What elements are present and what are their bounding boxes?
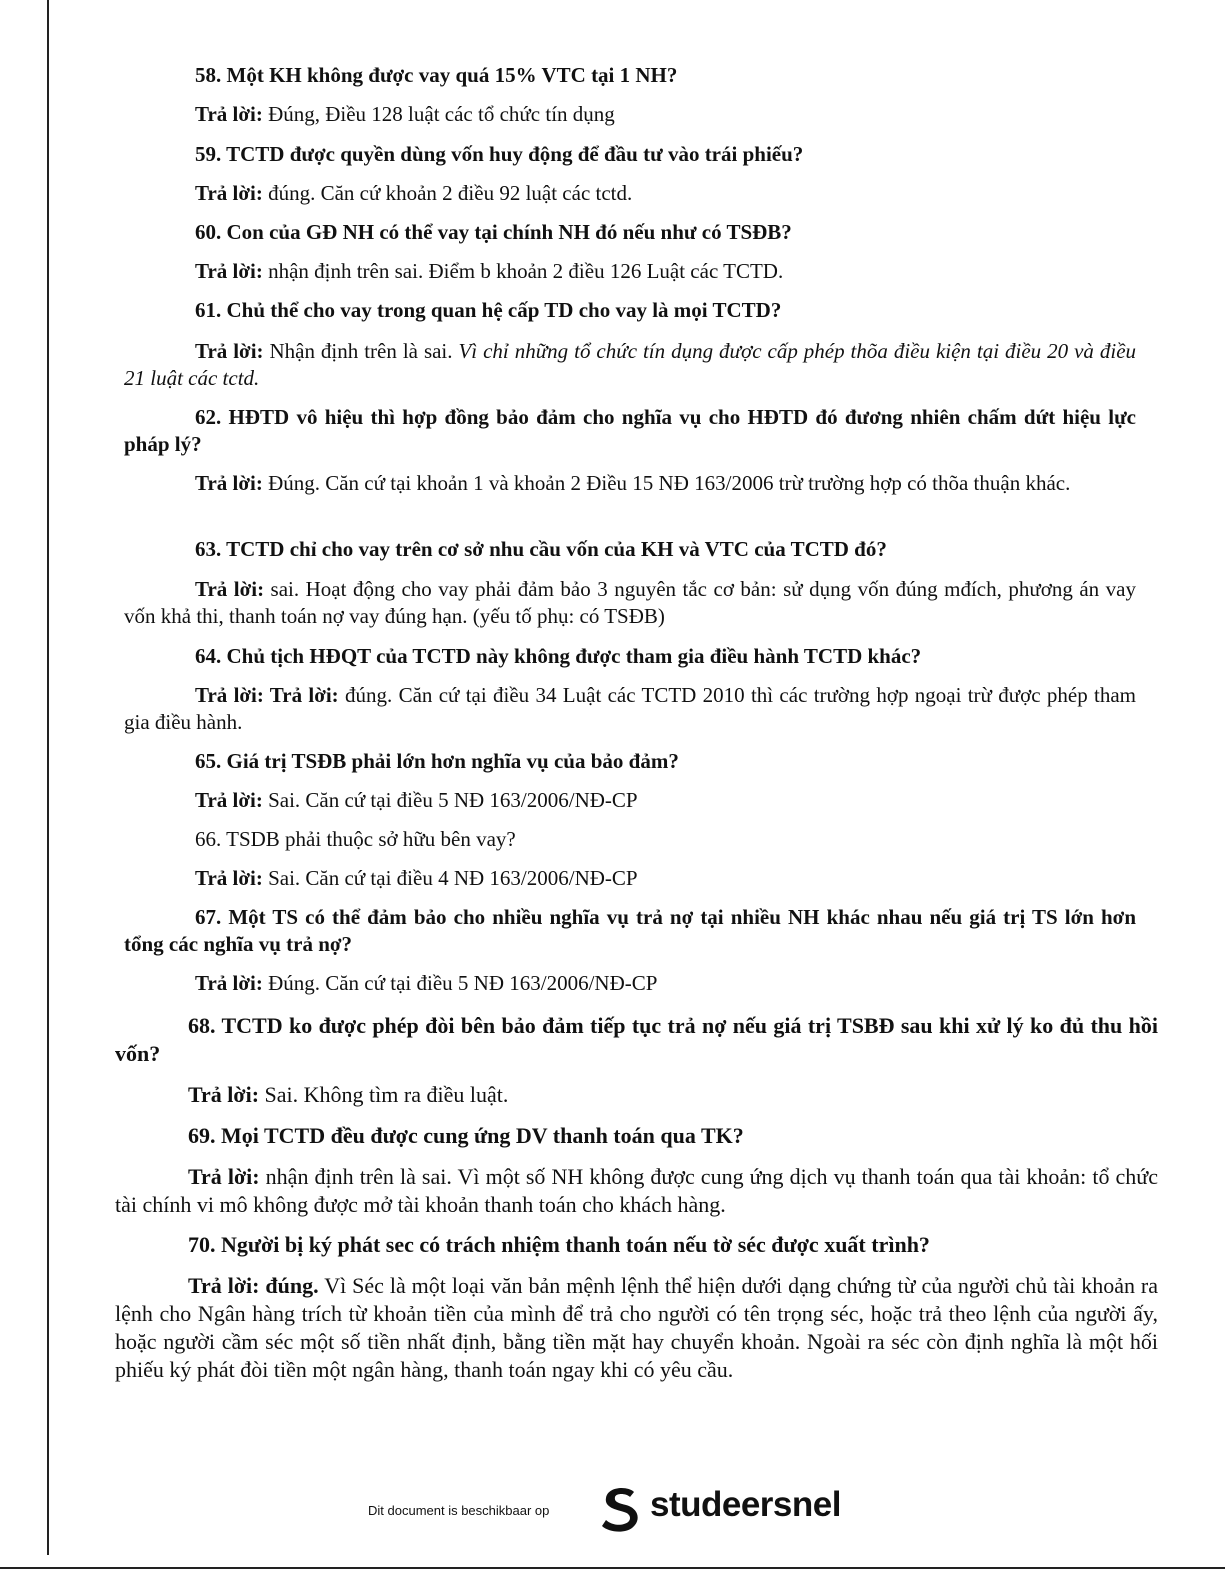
answer-text: Sai. Căn cứ tại điều 4 NĐ 163/2006/NĐ-CP	[262, 866, 638, 890]
answer-60	[195, 258, 783, 285]
answer-text: Vì Séc là một loại văn bản mệnh lệnh thể hiện dưới dạng chứng từ của người chủ tài khoản ra lệnh cho Ngân hàng trích từ khoản tiền của mình để trả cho người có tên trọng séc, hoặc trả theo lệnh của người ấy, hoặc người cầm séc một số tiền nhất định, bằng tiền mặt hay chuyển khoản. Ngoài ra séc còn định nghĩa là một hối phiếu ký phát đòi tiền một ngân hàng, thanh toán ngay khi có yêu cầu.	[115, 1273, 1158, 1382]
answer-label: Trả lời:	[195, 471, 263, 495]
answer-label: Trả lời: đúng.	[188, 1273, 319, 1298]
answer-text: Đúng, Điều 128 luật các tổ chức tín dụng	[262, 102, 615, 126]
question-67: 67. Một TS có thể đảm bảo cho nhiều nghĩa vụ trả nợ tại nhiều NH khác nhau nếu giá trị TS lớn hơn tổng các nghĩa vụ trả nợ?	[124, 905, 1136, 956]
answer-label: Trả lời:	[195, 866, 263, 890]
answer-64	[124, 682, 1136, 736]
answer-text: Sai. Không tìm ra điều luật.	[259, 1082, 509, 1107]
answer-text: Sai. Căn cứ tại điều 5 NĐ 163/2006/NĐ-CP	[262, 788, 638, 812]
answer-text: nhận định trên là sai. Vì một số NH không được cung ứng dịch vụ thanh toán qua tài khoản: tổ chức tài chính vi mô không được mở tài khoản thanh toán cho khách hàng.	[115, 1164, 1158, 1217]
answer-69	[115, 1163, 1158, 1219]
answer-61	[124, 338, 1136, 392]
answer-label: Trả lời:	[195, 971, 263, 995]
answer-text: đúng. Căn cứ khoản 2 điều 92 luật các tctd.	[262, 181, 633, 205]
answer-68	[188, 1081, 508, 1108]
question-61: 61. Chủ thể cho vay trong quan hệ cấp TD cho vay là mọi TCTD?	[195, 298, 782, 322]
studeersnel-logo-icon[interactable]	[598, 1484, 644, 1534]
answer-66	[195, 865, 638, 892]
answer-58	[195, 101, 615, 128]
answer-63	[124, 576, 1136, 630]
answer-text: đúng. Căn cứ tại điều 34 Luật các TCTD 2010 thì các trường hợp ngoại trừ được phép tham gia điều hành.	[124, 683, 1136, 734]
question-70: 70. Người bị ký phát sec có trách nhiệm thanh toán nếu tờ séc được xuất trình?	[188, 1232, 930, 1257]
answer-label: Trả lời:	[188, 1164, 260, 1189]
answer-text: Đúng. Căn cứ tại điều 5 NĐ 163/2006/NĐ-CP	[262, 971, 658, 995]
question-63: 63. TCTD chỉ cho vay trên cơ sở nhu cầu vốn của KH và VTC của TCTD đó?	[195, 537, 887, 561]
answer-label: Trả lời:	[195, 577, 265, 601]
answer-label: Trả lời: Trả lời:	[195, 683, 339, 707]
studeersnel-brand[interactable]: studeersnel	[650, 1485, 841, 1524]
answer-62	[124, 470, 1136, 497]
answer-text: Nhận định trên là sai.	[263, 339, 459, 363]
answer-59	[195, 180, 632, 207]
answer-65	[195, 787, 638, 814]
footer-availability-text: Dit document is beschikbaar op	[368, 1503, 550, 1518]
answer-text: nhận định trên sai. Điểm b khoản 2 điều 126 Luật các TCTD.	[262, 259, 784, 283]
question-66: 66. TSDB phải thuộc sở hữu bên vay?	[195, 827, 516, 851]
answer-label: Trả lời:	[188, 1082, 260, 1107]
question-65: 65. Giá trị TSĐB phải lớn hơn nghĩa vụ của bảo đảm?	[195, 749, 679, 773]
answer-text: sai. Hoạt động cho vay phải đảm bảo 3 nguyên tắc cơ bản: sử dụng vốn đúng mđích, phương án vay vốn khả thi, thanh toán nợ vay đúng hạn. (yếu tố phụ: có TSĐB)	[124, 577, 1136, 628]
answer-label: Trả lời:	[195, 181, 263, 205]
answer-label: Trả lời:	[195, 788, 263, 812]
question-68: 68. TCTD ko được phép đòi bên bảo đảm tiếp tục trả nợ nếu giá trị TSBĐ sau khi xử lý ko đủ thu hồi vốn?	[115, 1013, 1158, 1066]
answer-label: Trả lời:	[195, 102, 263, 126]
question-60: 60. Con của GĐ NH có thể vay tại chính NH đó nếu như có TSĐB?	[195, 220, 792, 244]
question-62: 62. HĐTD vô hiệu thì hợp đồng bảo đảm cho nghĩa vụ cho HĐTD đó đương nhiên chấm dứt hiệu lực pháp lý?	[124, 405, 1136, 456]
answer-text: Đúng. Căn cứ tại khoản 1 và khoản 2 Điều 15 NĐ 163/2006 trừ trường hợp có thõa thuận khác.	[262, 471, 1071, 495]
answer-label: Trả lời:	[195, 259, 263, 283]
question-64: 64. Chủ tịch HĐQT của TCTD này không được tham gia điều hành TCTD khác?	[195, 644, 922, 668]
answer-label: Trả lời:	[195, 339, 264, 363]
question-69: 69. Mọi TCTD đều được cung ứng DV thanh toán qua TK?	[188, 1123, 744, 1148]
question-58: 58. Một KH không được vay quá 15% VTC tại 1 NH?	[195, 63, 678, 87]
answer-67	[195, 970, 657, 997]
question-59: 59. TCTD được quyền dùng vốn huy động để đầu tư vào trái phiếu?	[195, 142, 804, 166]
answer-70	[115, 1272, 1158, 1384]
answer-italic-text: Vì chỉ những tổ chức tín dụng được cấp phép thõa điều kiện tại điều 20 và điều 21 luật các tctd.	[124, 339, 1137, 390]
